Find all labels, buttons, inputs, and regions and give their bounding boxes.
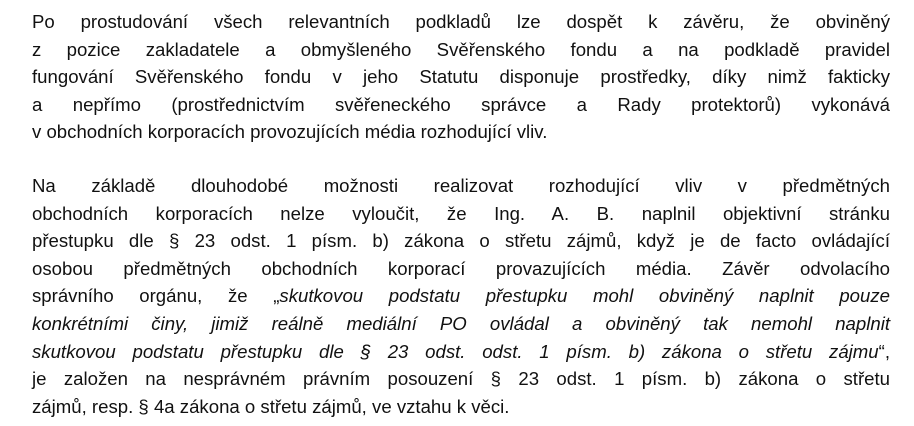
text-line: a nepřímo (prostřednictvím svěřeneckého správce a Rady protektorů) vykonává <box>32 93 890 115</box>
quoted-text-italic: konkrétními činy, jimiž reálně mediální PO ovládal a obviněný tak nemohl naplnit <box>32 312 890 334</box>
paragraph-2 <box>32 172 890 420</box>
text-line: zájmů, resp. § 4a zákona o střetu zájmů, ve vztahu k věci. <box>32 395 510 417</box>
paragraph-1 <box>32 8 890 146</box>
text-line: Po prostudování všech relevantních podkladů lze dospět k závěru, že obviněný <box>32 11 890 32</box>
text-fragment: správního orgánu, že „ <box>32 285 280 307</box>
text-line-mixed <box>32 282 890 310</box>
text-line-mixed <box>32 338 890 366</box>
text-fragment: “, <box>878 340 890 362</box>
quoted-text-italic: skutkovou podstatu přestupku mohl obviněný naplnit pouze <box>279 285 891 307</box>
text-line: přestupku dle § 23 odst. 1 písm. b) zákona o střetu zájmů, když je de facto ovládající <box>32 230 890 252</box>
text-line: obchodních korporacích nelze vyloučit, že Ing. A. B. naplnil objektivní stránku <box>32 202 890 224</box>
text-line: osobou předmětných obchodních korporací provazujících média. Závěr odvolacího <box>32 257 890 279</box>
text-line: z pozice zakladatele a obmyšleného Svěřenského fondu a na podkladě pravidel <box>32 38 890 60</box>
text-line: v obchodních korporacích provozujících média rozhodující vliv. <box>32 121 548 143</box>
text-line: je založen na nesprávném právním posouzení § 23 odst. 1 písm. b) zákona o střetu <box>32 368 890 390</box>
quoted-text-italic: skutkovou podstatu přestupku dle § 23 odst. odst. 1 písm. b) zákona o střetu zájmu <box>32 340 879 362</box>
text-line: fungování Svěřenského fondu v jeho Statutu disponuje prostředky, díky nimž fakticky <box>32 66 890 88</box>
paragraph-spacer <box>32 146 890 172</box>
text-line: Na základě dlouhodobé možnosti realizovat rozhodující vliv v předmětných <box>32 174 890 196</box>
